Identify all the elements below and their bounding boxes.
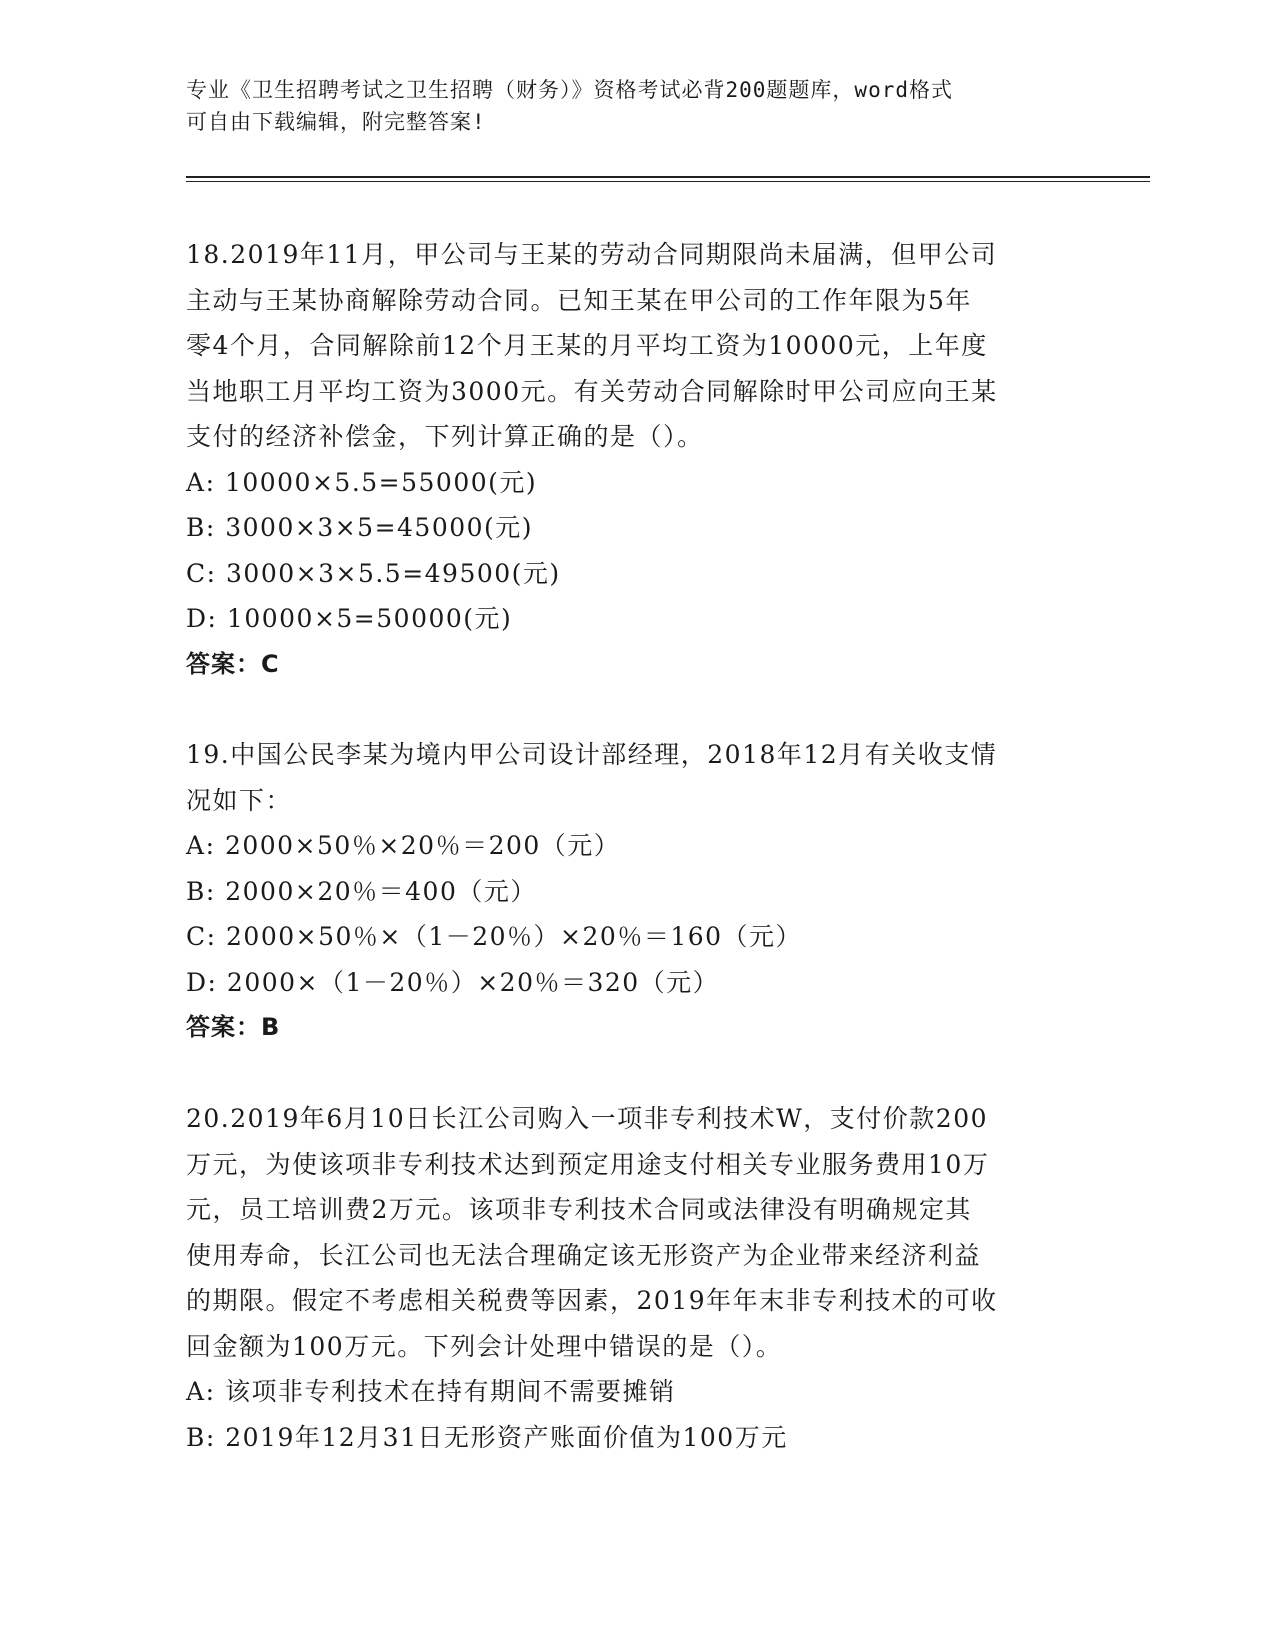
option-c	[186, 551, 1086, 597]
option-separator: :	[205, 1422, 226, 1452]
question-stem-line: 万元，为使该项非专利技术达到预定用途支付相关专业服务费用10万	[186, 1149, 990, 1179]
header-title-line-2: 可自由下载编辑，附完整答案!	[186, 110, 486, 134]
option-separator: :	[205, 513, 226, 542]
option-b	[186, 505, 1086, 551]
question-stem-line: 19.中国公民李某为境内甲公司设计部经理，2018年12月有关收支情	[186, 740, 998, 769]
answer-label: 答案：C	[186, 649, 280, 678]
question-stem-line: 主动与王某协商解除劳动合同。已知王某在甲公司的工作年限为5年	[186, 285, 972, 315]
question-stem-line: 零4个月，合同解除前12个月王某的月平均工资为10000元，上年度	[186, 331, 988, 360]
question-stem-line: 况如下：	[186, 785, 293, 815]
option-text: 2019年12月31日无形资产账面价值为100万元	[225, 1422, 788, 1452]
answer-label: 答案：B	[186, 1013, 281, 1041]
question-stem-line: 20.2019年6月10日长江公司购入一项非专利技术W，支付价款200	[186, 1104, 989, 1133]
question-stem-line: 元，员工培训费2万元。该项非专利技术合同或法律没有明确规定其	[186, 1195, 972, 1224]
option-letter: D	[186, 604, 208, 633]
option-separator: :	[205, 831, 225, 860]
option-letter: C	[186, 922, 207, 951]
option-text: 2000×50％×20％＝200（元）	[224, 831, 621, 860]
option-text: 10000×5.5=55000(元)	[224, 467, 538, 497]
question-stem-line: 18.2019年11月，甲公司与王某的劳动合同期限尚未届满，但甲公司	[186, 240, 998, 269]
option-separator: :	[205, 1377, 225, 1406]
option-text: 10000×5=50000(元)	[226, 604, 513, 633]
option-separator: :	[205, 467, 225, 497]
option-text: 2000×（1－20％）×20％＝320（元）	[226, 967, 720, 997]
header-divider-thick	[186, 176, 1150, 178]
option-b	[186, 869, 1086, 915]
question-stem-line: 的期限。假定不考虑相关税费等因素，2019年年末非专利技术的可收	[186, 1286, 998, 1315]
option-text: 2000×20％＝400（元）	[225, 876, 537, 906]
option-d	[186, 596, 1086, 642]
question-stem-line: 当地职工月平均工资为3000元。有关劳动合同解除时甲公司应向王某	[186, 376, 998, 406]
option-letter: B	[186, 1422, 206, 1452]
option-letter: A	[186, 1377, 206, 1406]
option-b	[186, 1415, 1086, 1461]
document-header	[186, 74, 1086, 138]
option-a	[186, 823, 1086, 869]
option-letter: B	[186, 876, 206, 906]
option-separator: :	[207, 604, 227, 633]
option-text: 2000×50％×（1－20％）×20％＝160（元）	[226, 922, 803, 951]
option-separator: :	[207, 967, 227, 997]
option-separator: :	[206, 558, 227, 588]
option-separator: :	[206, 922, 227, 951]
header-title-line-1: 专业《卫生招聘考试之卫生招聘（财务）》资格考试必背200题题库，word格式	[186, 78, 953, 102]
option-text: 该项非专利技术在持有期间不需要摊销	[224, 1377, 676, 1406]
question-20	[186, 1096, 1086, 1460]
question-stem-line: 支付的经济补偿金，下列计算正确的是（）。	[186, 422, 704, 451]
option-d	[186, 960, 1086, 1006]
option-text: 3000×3×5=45000(元)	[225, 513, 534, 542]
option-a	[186, 1369, 1086, 1415]
question-18	[186, 232, 1086, 687]
header-divider-thin	[186, 181, 1150, 182]
option-letter: B	[186, 513, 206, 542]
option-letter: A	[186, 831, 206, 860]
question-stem-line: 回金额为100万元。下列会计处理中错误的是（）。	[186, 1331, 783, 1361]
question-stem-line: 使用寿命，长江公司也无法合理确定该无形资产为企业带来经济利益	[186, 1240, 982, 1270]
option-text: 3000×3×5.5=49500(元)	[226, 558, 561, 588]
option-letter: C	[186, 558, 207, 588]
option-c	[186, 914, 1086, 960]
option-letter: A	[186, 467, 206, 497]
option-letter: D	[186, 967, 208, 997]
option-a	[186, 460, 1086, 506]
option-separator: :	[205, 876, 226, 906]
question-19	[186, 732, 1086, 1051]
